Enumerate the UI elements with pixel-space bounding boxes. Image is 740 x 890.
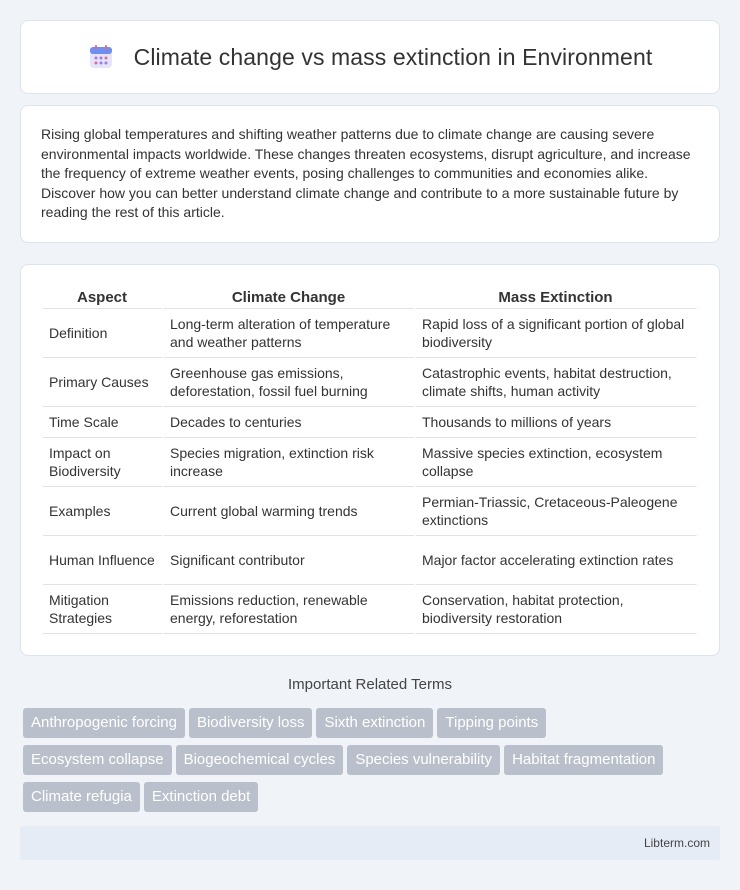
related-terms-title: Important Related Terms bbox=[288, 676, 452, 693]
tag-sixth-extinction[interactable]: Sixth extinction bbox=[316, 708, 433, 738]
footer bbox=[20, 826, 720, 860]
tag-habitat-fragmentation[interactable]: Habitat fragmentation bbox=[504, 745, 663, 775]
cell-mass-extinction: Rapid loss of a significant portion of global biodiversity bbox=[416, 309, 698, 358]
header-climate-change: Climate Change bbox=[164, 287, 416, 309]
tag-climate-refugia[interactable]: Climate refugia bbox=[23, 782, 140, 812]
table-row bbox=[43, 407, 698, 438]
cell-mass-extinction: Massive species extinction, ecosystem collapse bbox=[416, 438, 698, 487]
intro-card bbox=[20, 105, 720, 243]
table-header-row bbox=[43, 287, 698, 309]
cell-climate-change: Significant contributor bbox=[164, 536, 416, 585]
table-row bbox=[43, 536, 698, 585]
comparison-table bbox=[43, 287, 698, 634]
table-row bbox=[43, 309, 698, 358]
comparison-table-card bbox=[20, 264, 720, 656]
cell-aspect: Time Scale bbox=[43, 407, 164, 438]
tag-biodiversity-loss[interactable]: Biodiversity loss bbox=[189, 708, 313, 738]
table-row bbox=[43, 585, 698, 634]
tag-extinction-debt[interactable]: Extinction debt bbox=[144, 782, 258, 812]
header-mass-extinction: Mass Extinction bbox=[416, 287, 698, 309]
tag-ecosystem-collapse[interactable]: Ecosystem collapse bbox=[23, 745, 172, 775]
cell-aspect: Definition bbox=[43, 309, 164, 358]
cell-climate-change: Long-term alteration of temperature and weather patterns bbox=[164, 309, 416, 358]
table-row bbox=[43, 438, 698, 487]
cell-climate-change: Emissions reduction, renewable energy, reforestation bbox=[164, 585, 416, 634]
cell-aspect: Examples bbox=[43, 487, 164, 536]
cell-mass-extinction: Thousands to millions of years bbox=[416, 407, 698, 438]
calendar-icon bbox=[88, 44, 114, 70]
cell-aspect: Human Influence bbox=[43, 536, 164, 585]
cell-mass-extinction: Major factor accelerating extinction rates bbox=[416, 536, 698, 585]
cell-climate-change: Decades to centuries bbox=[164, 407, 416, 438]
page-title: Climate change vs mass extinction in Environment bbox=[133, 43, 653, 70]
cell-mass-extinction: Conservation, habitat protection, biodiversity restoration bbox=[416, 585, 698, 634]
intro-text: Rising global temperatures and shifting weather patterns due to climate change are causing severe environmental impacts worldwide. These changes threaten ecosystems, disrupt agriculture, and increase the frequency of extreme weather events, posing challenges to communities and economies alike. Discover how you can better understand climate change and contribute to a more sustainable future by reading the rest of this article. bbox=[41, 126, 691, 220]
tag-biogeochemical-cycles[interactable]: Biogeochemical cycles bbox=[176, 745, 344, 775]
cell-aspect: Mitigation Strategies bbox=[43, 585, 164, 634]
related-terms-tags bbox=[23, 708, 723, 819]
table-row bbox=[43, 358, 698, 407]
cell-aspect: Primary Causes bbox=[43, 358, 164, 407]
cell-climate-change: Current global warming trends bbox=[164, 487, 416, 536]
tag-tipping-points[interactable]: Tipping points bbox=[437, 708, 546, 738]
cell-mass-extinction: Catastrophic events, habitat destruction, climate shifts, human activity bbox=[416, 358, 698, 407]
table-row bbox=[43, 487, 698, 536]
tag-anthropogenic-forcing[interactable]: Anthropogenic forcing bbox=[23, 708, 185, 738]
cell-climate-change: Greenhouse gas emissions, deforestation, fossil fuel burning bbox=[164, 358, 416, 407]
tag-species-vulnerability[interactable]: Species vulnerability bbox=[347, 745, 500, 775]
footer-site-link[interactable]: Libterm.com bbox=[643, 836, 710, 850]
header-aspect: Aspect bbox=[43, 287, 164, 309]
cell-climate-change: Species migration, extinction risk increase bbox=[164, 438, 416, 487]
cell-aspect: Impact on Biodiversity bbox=[43, 438, 164, 487]
cell-mass-extinction: Permian-Triassic, Cretaceous-Paleogene extinctions bbox=[416, 487, 698, 536]
header-card bbox=[20, 20, 720, 94]
